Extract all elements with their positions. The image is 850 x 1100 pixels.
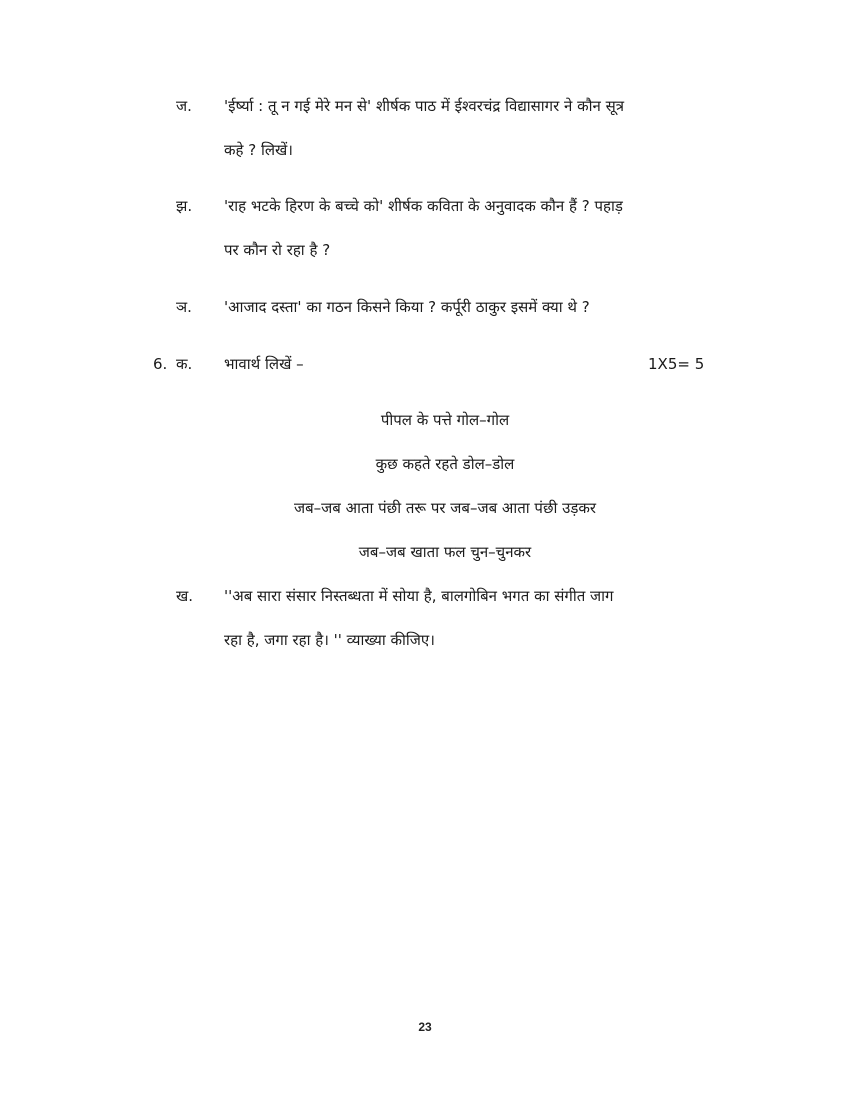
- question-text: [224, 84, 744, 172]
- question-6-number: 6.: [153, 355, 168, 373]
- question-label: ख.: [176, 587, 194, 605]
- question-label: झ.: [176, 197, 193, 215]
- question-line: 'राह भटके हिरण के बच्चे को' शीर्षक कविता के अनुवादक कौन हैं ? पहाड़: [224, 197, 623, 215]
- verse-line: जब–जब खाता फल चुन–चुनकर: [358, 543, 532, 561]
- question-line: पर कौन रो रहा है ?: [224, 241, 331, 259]
- question-nya: [176, 285, 776, 329]
- question-line: 'ईर्ष्या : तू न गई मेरे मन से' शीर्षक पाठ में ईश्वरचंद्र विद्यासागर ने कौन सूत्र: [224, 97, 625, 115]
- question-6a-label: क.: [176, 355, 193, 373]
- question-6b: [176, 574, 776, 664]
- question-line: रहा है, जगा रहा है। '' व्याख्या कीजिए।: [224, 631, 435, 649]
- question-line: 'आजाद दस्ता' का गठन किसने किया ? कर्पूरी ठाकुर इसमें क्या थे ?: [224, 298, 590, 316]
- question-text: [224, 285, 744, 329]
- verse-line: जब–जब आता पंछी तरू पर जब–जब आता पंछी उड़कर: [293, 499, 597, 517]
- question-text: [224, 184, 744, 272]
- question-label: ज.: [176, 97, 192, 115]
- question-line: ''अब सारा संसार निस्तब्धता में सोया है, बालगोबिन भगत का संगीत जाग: [224, 587, 614, 605]
- question-ja: [176, 84, 776, 174]
- question-6a-instruction: भावार्थ लिखें –: [224, 355, 304, 373]
- page-number: 23: [418, 1020, 432, 1034]
- verse-line: पीपल के पत्ते गोल–गोल: [380, 411, 510, 429]
- question-label: ञ.: [176, 298, 192, 316]
- marks-allocation: 1X5= 5: [648, 355, 705, 373]
- question-text: [224, 574, 744, 662]
- question-line: कहे ? लिखें।: [224, 141, 293, 159]
- question-jha: [176, 184, 776, 274]
- verse-line: कुछ कहते रहते डोल–डोल: [375, 455, 515, 473]
